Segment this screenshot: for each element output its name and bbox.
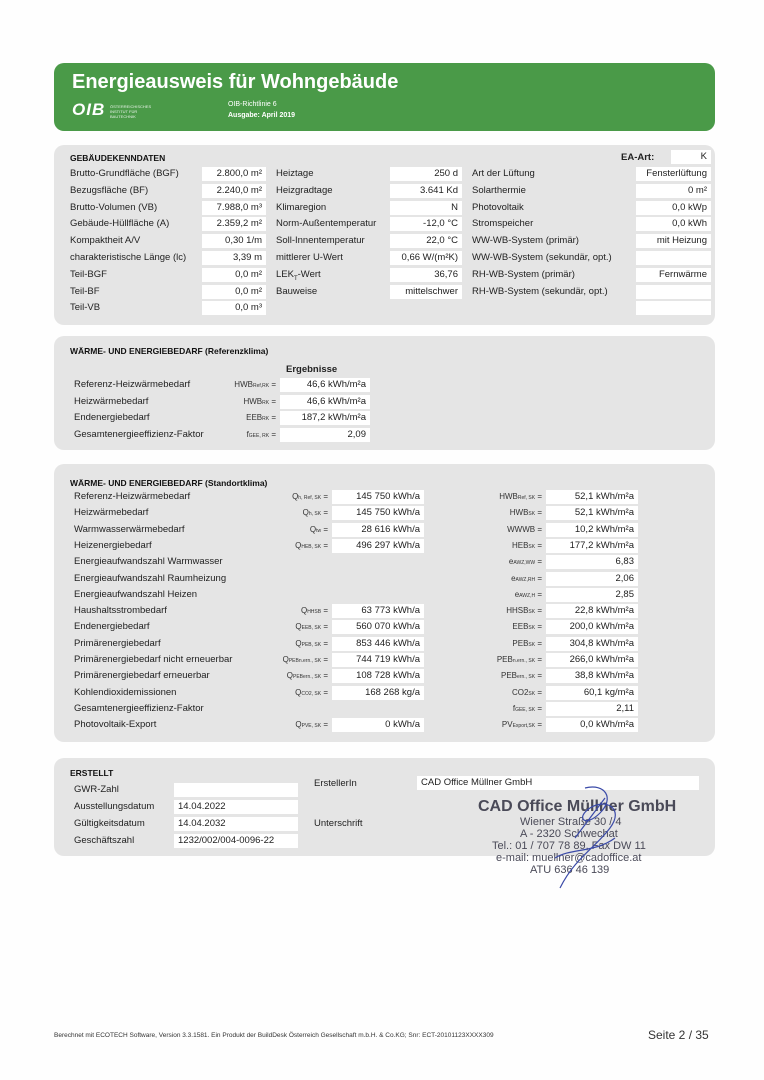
section-title: ERSTELLT bbox=[70, 768, 114, 778]
site-row-symbol: Qtw = bbox=[309, 524, 328, 534]
site-row-symbol: QEEB, SK = bbox=[295, 622, 328, 632]
site-row-symbol: HEBSK = bbox=[511, 540, 542, 550]
section-title: GEBÄUDEKENNDATEN bbox=[70, 153, 166, 163]
building-field-label: WW-WB-System (primär) bbox=[472, 235, 579, 247]
created-row-label: Geschäftszahl bbox=[74, 835, 135, 846]
building-field-label: Norm-Außentemperatur bbox=[276, 218, 377, 230]
stamp-address: Wiener Straße 30 / 4 bbox=[520, 816, 622, 828]
site-row-annual-value: 168 268 kg/a bbox=[332, 686, 424, 700]
site-row-symbol: QPEB, SK = bbox=[295, 638, 328, 648]
site-row-annual-value: 744 719 kWh/a bbox=[332, 653, 424, 667]
created-row-value: 14.04.2022 bbox=[174, 800, 298, 814]
site-row-symbol: WWWB = bbox=[507, 524, 542, 534]
site-row-annual-value: 108 728 kWh/a bbox=[332, 669, 424, 683]
guideline-label: OIB-Richtlinie 6 bbox=[228, 101, 277, 108]
site-row-symbol: QPEBn.ern., SK = bbox=[282, 655, 328, 664]
signature-label: Unterschrift bbox=[314, 818, 363, 829]
stamp-city: A - 2320 Schwechat bbox=[520, 828, 618, 840]
building-field-label: Kompaktheit A/V bbox=[70, 235, 141, 247]
site-row-label: Warmwasserwärmebedarf bbox=[74, 523, 185, 535]
building-field-value: 0,0 kWh bbox=[636, 217, 711, 231]
site-row-annual-value: 28 616 kWh/a bbox=[332, 523, 424, 537]
site-row-label: Energieaufwandszahl Heizen bbox=[74, 588, 198, 600]
site-row-symbol: QPVE, SK = bbox=[295, 720, 328, 730]
building-field-value bbox=[636, 285, 711, 299]
building-field-label: RH-WB-System (sekundär, opt.) bbox=[472, 285, 608, 297]
stamp-vat: ATU 636 46 139 bbox=[530, 864, 610, 876]
building-field-value: Fernwärme bbox=[636, 268, 711, 282]
created-row-value bbox=[174, 783, 298, 797]
building-field-value: mittelschwer bbox=[390, 285, 462, 299]
software-note: Berechnet mit ECOTECH Software, Version 3.3.1581. Ein Produkt der BuildDesk Österreich Gesellschaft m.b.H. & Co.KG; Snr: ECT-20101123XXXX309 bbox=[54, 1032, 494, 1039]
site-row-annual-value: 145 750 kWh/a bbox=[332, 490, 424, 504]
site-row-specific-value: 266,0 kWh/m²a bbox=[546, 653, 638, 667]
building-field-label: Brutto-Grundfläche (BGF) bbox=[70, 168, 179, 179]
site-row-annual-value: 560 070 kWh/a bbox=[332, 620, 424, 634]
building-field-label: Gebäude-Hüllfläche (A) bbox=[70, 218, 170, 230]
site-row-specific-value: 60,1 kg/m²a bbox=[546, 686, 638, 700]
building-field-label: Bauweise bbox=[276, 285, 318, 297]
building-field-value: mit Heizung bbox=[636, 234, 711, 248]
site-row-symbol: QCO2, SK = bbox=[295, 687, 328, 697]
document-title: Energieausweis für Wohngebäude bbox=[72, 71, 399, 93]
handwritten-signature bbox=[515, 778, 665, 898]
building-field-label: Photovoltaik bbox=[472, 201, 524, 213]
building-field-label: Teil-BF bbox=[70, 285, 100, 297]
building-data-section bbox=[54, 145, 715, 325]
building-field-value: 0,30 1/m bbox=[202, 234, 266, 248]
reference-climate-section bbox=[54, 336, 715, 450]
reference-row-value: 46,6 kWh/m²a bbox=[280, 395, 370, 409]
building-field-value: Fensterlüftung bbox=[636, 167, 711, 181]
site-row-label: Energieaufwandszahl Warmwasser bbox=[74, 556, 223, 568]
site-row-annual-value: 853 446 kWh/a bbox=[332, 637, 424, 651]
site-row-label: Primärenergiebedarf erneuerbar bbox=[74, 670, 210, 682]
site-row-label: Heizwärmebedarf bbox=[74, 507, 149, 519]
site-row-symbol: HWBSK = bbox=[509, 508, 542, 518]
building-field-label: mittlerer U-Wert bbox=[276, 252, 343, 263]
building-field-label: Stromspeicher bbox=[472, 218, 534, 230]
building-field-value: 0,0 m² bbox=[202, 268, 266, 282]
reference-row-symbol: HWBRK = bbox=[243, 396, 276, 406]
edition-label: Ausgabe: April 2019 bbox=[228, 112, 296, 119]
reference-row-symbol: fGEE, RK = bbox=[246, 429, 276, 439]
building-field-label: Solarthermie bbox=[472, 184, 526, 196]
section-title: WÄRME- UND ENERGIEBEDARF (Standortklima) bbox=[70, 478, 268, 488]
building-field-value: 36,76 bbox=[390, 268, 462, 282]
oib-logo: OIB bbox=[72, 100, 106, 119]
company-stamp-name: CAD Office Müllner GmbH bbox=[478, 798, 677, 815]
building-field-label: Bezugsfläche (BF) bbox=[70, 184, 149, 196]
site-climate-section bbox=[54, 464, 715, 742]
building-field-label: WW-WB-System (sekundär, opt.) bbox=[472, 252, 612, 263]
site-row-annual-value: 0 kWh/a bbox=[332, 718, 424, 732]
site-row-specific-value: 2,85 bbox=[546, 588, 638, 602]
creator-value: CAD Office Müllner GmbH bbox=[417, 776, 699, 790]
building-field-value: 0,0 kWp bbox=[636, 201, 711, 215]
reference-row-value: 187,2 kWh/m²a bbox=[280, 411, 370, 425]
site-row-annual-value: 496 297 kWh/a bbox=[332, 539, 424, 553]
stamp-phone: Tel.: 01 / 707 78 89, Fax DW 11 bbox=[492, 840, 646, 852]
building-field-value: 7.988,0 m³ bbox=[202, 201, 266, 215]
site-row-specific-value: 38,8 kWh/m²a bbox=[546, 669, 638, 683]
building-field-value: 3.641 Kd bbox=[390, 184, 462, 198]
created-row-value: 14.04.2032 bbox=[174, 817, 298, 831]
site-row-symbol: fGEE, SK = bbox=[512, 703, 542, 713]
building-field-value: 2.240,0 m² bbox=[202, 184, 266, 198]
building-field-label: charakteristische Länge (lc) bbox=[70, 252, 187, 263]
building-field-value: 0,0 m² bbox=[202, 285, 266, 299]
site-row-specific-value: 22,8 kWh/m²a bbox=[546, 604, 638, 618]
site-row-symbol: eAWZ,RH = bbox=[511, 573, 542, 583]
site-row-label: Photovoltaik-Export bbox=[74, 719, 157, 731]
building-field-label: Teil-VB bbox=[70, 302, 101, 314]
building-field-value: 2.800,0 m² bbox=[202, 167, 266, 181]
building-field-value: -12,0 °C bbox=[390, 217, 462, 231]
site-row-symbol: HHSBSK = bbox=[506, 606, 542, 616]
building-field-value: 0,0 m³ bbox=[202, 301, 266, 315]
site-row-label: Energieaufwandszahl Raumheizung bbox=[74, 572, 227, 584]
site-row-specific-value: 2,06 bbox=[546, 572, 638, 586]
building-field-value: 250 d bbox=[390, 167, 462, 181]
site-row-label: Endenergiebedarf bbox=[74, 621, 150, 633]
site-row-symbol: eAWZ,WW = bbox=[508, 557, 542, 567]
site-row-specific-value: 0,0 kWh/m²a bbox=[546, 718, 638, 732]
building-field-value bbox=[636, 301, 711, 315]
building-field-label: Brutto-Volumen (VB) bbox=[70, 201, 158, 213]
site-row-symbol: QPEBern., SK = bbox=[286, 671, 328, 681]
site-row-annual-value: 145 750 kWh/a bbox=[332, 506, 424, 520]
site-row-symbol: QHEB, SK = bbox=[295, 540, 328, 550]
site-row-specific-value: 6,83 bbox=[546, 555, 638, 569]
site-row-label: Primärenergiebedarf bbox=[74, 637, 161, 649]
created-row-label: Ausstellungsdatum bbox=[74, 801, 155, 812]
site-row-specific-value: 177,2 kWh/m²a bbox=[546, 539, 638, 553]
building-field-label: Soll-Innentemperatur bbox=[276, 235, 365, 247]
site-row-label: Heizenergiebedarf bbox=[74, 539, 152, 551]
reference-row-symbol: HWBRef,RK = bbox=[234, 380, 276, 389]
site-row-specific-value: 52,1 kWh/m²a bbox=[546, 490, 638, 504]
reference-row-label: Endenergiebedarf bbox=[74, 412, 150, 423]
site-row-symbol: CO2SK = bbox=[511, 687, 542, 697]
site-row-symbol: Qh, SK = bbox=[302, 508, 328, 518]
site-row-label: Referenz-Heizwärmebedarf bbox=[74, 491, 191, 502]
building-field-label: Art der Lüftung bbox=[472, 168, 535, 179]
building-field-label: Teil-BGF bbox=[70, 268, 107, 280]
building-field-value: 2.359,2 m² bbox=[202, 217, 266, 231]
site-row-label: Gesamtenergieeffizienz-Faktor bbox=[74, 702, 204, 714]
site-row-specific-value: 52,1 kWh/m²a bbox=[546, 506, 638, 520]
site-row-label: Kohlendioxidemissionen bbox=[74, 686, 177, 698]
building-field-label: $LEK_T$-Wert bbox=[276, 268, 321, 282]
ea-type-value: K bbox=[671, 150, 711, 164]
creator-label: ErstellerIn bbox=[314, 778, 357, 789]
results-label: Ergebnisse bbox=[286, 364, 338, 375]
site-row-specific-value: 200,0 kWh/m²a bbox=[546, 620, 638, 634]
building-field-value: 3,39 m bbox=[202, 251, 266, 265]
building-field-label: RH-WB-System (primär) bbox=[472, 268, 575, 280]
site-row-symbol: PEBern., SK = bbox=[501, 671, 542, 681]
reference-row-label: Referenz-Heizwärmebedarf bbox=[74, 379, 191, 390]
site-row-label: Haushaltsstrombedarf bbox=[74, 605, 167, 617]
building-field-value bbox=[636, 251, 711, 265]
building-field-value: 0 m² bbox=[636, 184, 711, 198]
building-field-value: 22,0 °C bbox=[390, 234, 462, 248]
site-row-symbol: eAWZ,H = bbox=[514, 589, 542, 599]
site-row-symbol: PVExport,SK = bbox=[501, 720, 542, 730]
building-field-label: Klimaregion bbox=[276, 201, 327, 213]
reference-row-value: 2,09 bbox=[280, 428, 370, 442]
site-row-symbol: EEBSK = bbox=[512, 622, 542, 632]
created-row-label: Gültigkeitsdatum bbox=[74, 818, 145, 829]
ea-type-label: EA-Art: bbox=[621, 152, 655, 163]
created-row-label: GWR-Zahl bbox=[74, 784, 119, 795]
site-row-symbol: Qh, Ref, SK = bbox=[292, 492, 328, 501]
reference-row-label: Gesamtenergieeffizienz-Faktor bbox=[74, 428, 204, 440]
section-title: WÄRME- UND ENERGIEBEDARF (Referenzklima) bbox=[70, 346, 269, 356]
building-field-label: Heizgradtage bbox=[276, 184, 333, 196]
site-row-label: Primärenergiebedarf nicht erneuerbar bbox=[74, 654, 233, 665]
stamp-email: e-mail: muellner@cadoffice.at bbox=[496, 852, 642, 864]
site-row-annual-value: 63 773 kWh/a bbox=[332, 604, 424, 618]
building-field-value: 0,66 W/(m²K) bbox=[390, 251, 462, 265]
site-row-symbol: HWBRef, SK = bbox=[499, 492, 542, 501]
site-row-specific-value: 2,11 bbox=[546, 702, 638, 716]
building-field-value: N bbox=[390, 201, 462, 215]
oib-logo-subtitle: ÖSTERREICHISCHES INSTITUT FÜR BAUTECHNIK bbox=[110, 104, 152, 119]
page-number: Seite 2 / 35 bbox=[648, 1028, 709, 1042]
site-row-symbol: PEBSK = bbox=[512, 638, 542, 648]
site-row-symbol: PEBn.ern., SK = bbox=[496, 655, 542, 664]
site-row-symbol: QHHSB = bbox=[300, 606, 328, 616]
reference-row-value: 46,6 kWh/m²a bbox=[280, 378, 370, 392]
reference-row-label: Heizwärmebedarf bbox=[74, 395, 149, 407]
site-row-specific-value: 304,8 kWh/m²a bbox=[546, 637, 638, 651]
reference-row-symbol: EEBRK = bbox=[246, 413, 276, 422]
document-header bbox=[54, 63, 715, 131]
building-field-label: Heiztage bbox=[276, 168, 314, 179]
site-row-specific-value: 10,2 kWh/m²a bbox=[546, 523, 638, 537]
created-row-value: 1232/002/004-0096-22 bbox=[174, 834, 298, 848]
